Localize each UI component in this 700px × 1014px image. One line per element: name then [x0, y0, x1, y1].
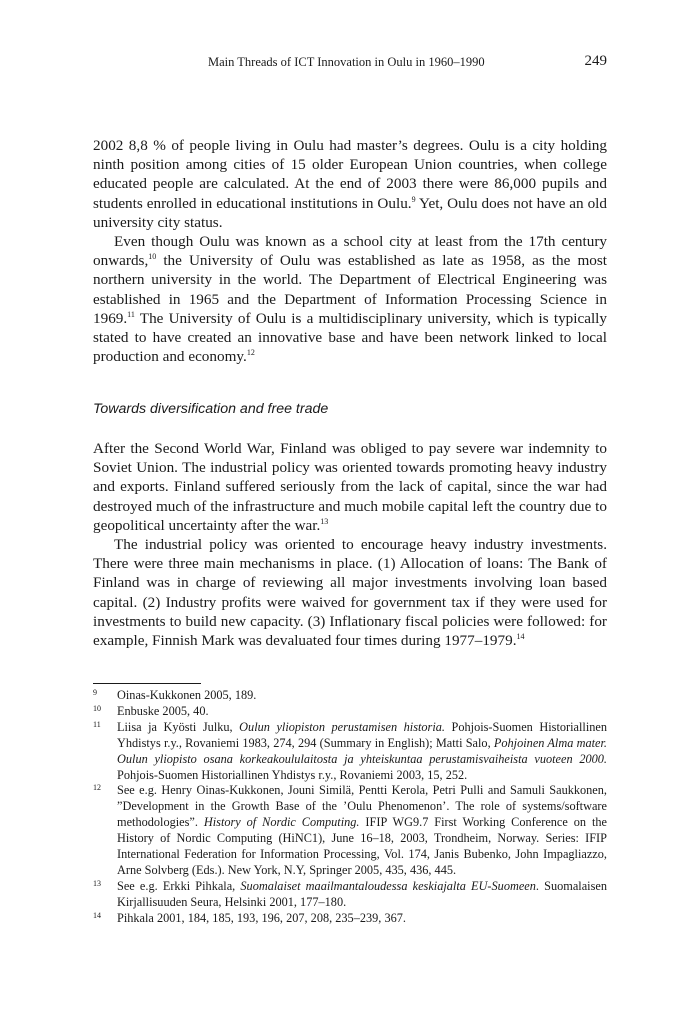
footnote-number: 10: [93, 703, 101, 713]
paragraph-1: 2002 8,8 % of people living in Oulu had master’s degrees. Oulu is a city holding ninth position among cities of 15 older European Union countries, when college educated people are calculated. At the end of 2003 there were 86,000 pupils and students enrolled in educational institutions in Oulu.$^9$ Yet, Oulu does not have an old university city status.: [93, 137, 607, 231]
footnote-separator: [93, 683, 201, 684]
footnote-number: 12: [93, 783, 101, 793]
footnote-ref-14[interactable]: 14: [516, 632, 525, 642]
footnote-number: 11: [93, 719, 101, 729]
footnote-ref-12[interactable]: 12: [246, 348, 255, 358]
footnote-number: 13: [93, 878, 101, 888]
footnote-ref-9[interactable]: 9: [411, 194, 416, 204]
footnote-ref-10[interactable]: 10: [148, 252, 157, 262]
footnote-number: 9: [93, 688, 97, 697]
footnote-ref-13[interactable]: 13: [320, 516, 329, 526]
body-text-top: [93, 136, 607, 366]
body-text-bottom: [93, 439, 607, 650]
page-number: 249: [584, 53, 607, 69]
footnote-14: 14 Pihkala 2001, 184, 185, 193, 196, 207, 208, 235–239, 367.: [93, 911, 607, 927]
paragraph-4: The industrial policy was oriented to encourage heavy industry investments. There were three main mechanisms in place. (1) Allocation of loans: The Bank of Finland was in charge of reviewing all major investments involving loan based capital. (2) Industry profits were waived for government tax if they were used for investments to build new capacity. (3) Inflationary fiscal policies were followed: for example, Finnish Mark was devaluated four times during 1977–1979.14: [93, 536, 607, 650]
footnote-12: 12 See e.g. Henry Oinas-Kukkonen, Jouni Similä, Pentti Kerola, Petri Pulli and Samuli Saukkonen, ”Development in the Growth Base of the ’Oulu Phenomenon’. The role of systems/software methodologies”. History of Nordic Computing. IFIP WG9.7 First Working Conference on the History of Nordic Computing (HiNC1), June 16–18, 2003, Trondheim, Norway. Series: IFIP International Federation for Information Processing, Vol. 174, Janis Bubenko, John Impagliazzo, Arne Solvberg (Eds.). New York, N.Y, Springer 2005, 435, 436, 445.: [93, 783, 607, 878]
paragraph-3: After the Second World War, Finland was obliged to pay severe war indemnity to Soviet Union. The industrial policy was oriented towards promoting heavy industry and exports. Finland suffered seriously from the lack of capital, since the war had destroyed much of the infrastructure and much mobile capital left the country due to geopolitical uncertainty after the war.$^{13}$: [93, 440, 607, 534]
paragraph-2: Even though Oulu was known as a school city at least from the 17th century onwards,$^{10}$ the University of Oulu was established as late as 1958, as the most northern university in the world. The Department of Electrical Engineering was established in 1965 and the Department of Information Processing Science in 1969.11 The University of Oulu is a multidisciplinary university, which is typically stated to have created an innovative base and have been network linked to local production and economy.$^{12}$: [93, 233, 607, 366]
footnote-9: 9 Oinas-Kukkonen 2005, 189.: [93, 688, 607, 704]
footnote-11: 11 Liisa ja Kyösti Julku, Oulun yliopiston perustamisen historia. Pohjois-Suomen Historiallinen Yhdistys r.y., Rovaniemi 1983, 274, 294 (Summary in English); Matti Salo, Pohjoinen Alma mater. Oulun yliopisto osana korkeakoululaitosta ja yhteiskuntaa perustamisvaiheista vuoteen 2000. Pohjois-Suomen Historiallinen Yhdistys r.y., Rovaniemi 2003, 15, 252.: [93, 720, 607, 784]
section-heading: Towards diversification and free trade: [93, 401, 329, 417]
footnote-number: 14: [93, 910, 101, 920]
footnote-10: 10 Enbuske 2005, 40.: [93, 704, 607, 720]
footnotes: [93, 688, 607, 927]
running-title: Main Threads of ICT Innovation in Oulu in 1960–1990: [208, 55, 485, 69]
footnote-ref-11[interactable]: 11: [127, 309, 135, 319]
footnote-13: 13 See e.g. Erkki Pihkala, Suomalaiset maailmantaloudessa keskiajalta EU-Suomeen. Suomalaisen Kirjallisuuden Seura, Helsinki 2001, 177–180.: [93, 879, 607, 911]
